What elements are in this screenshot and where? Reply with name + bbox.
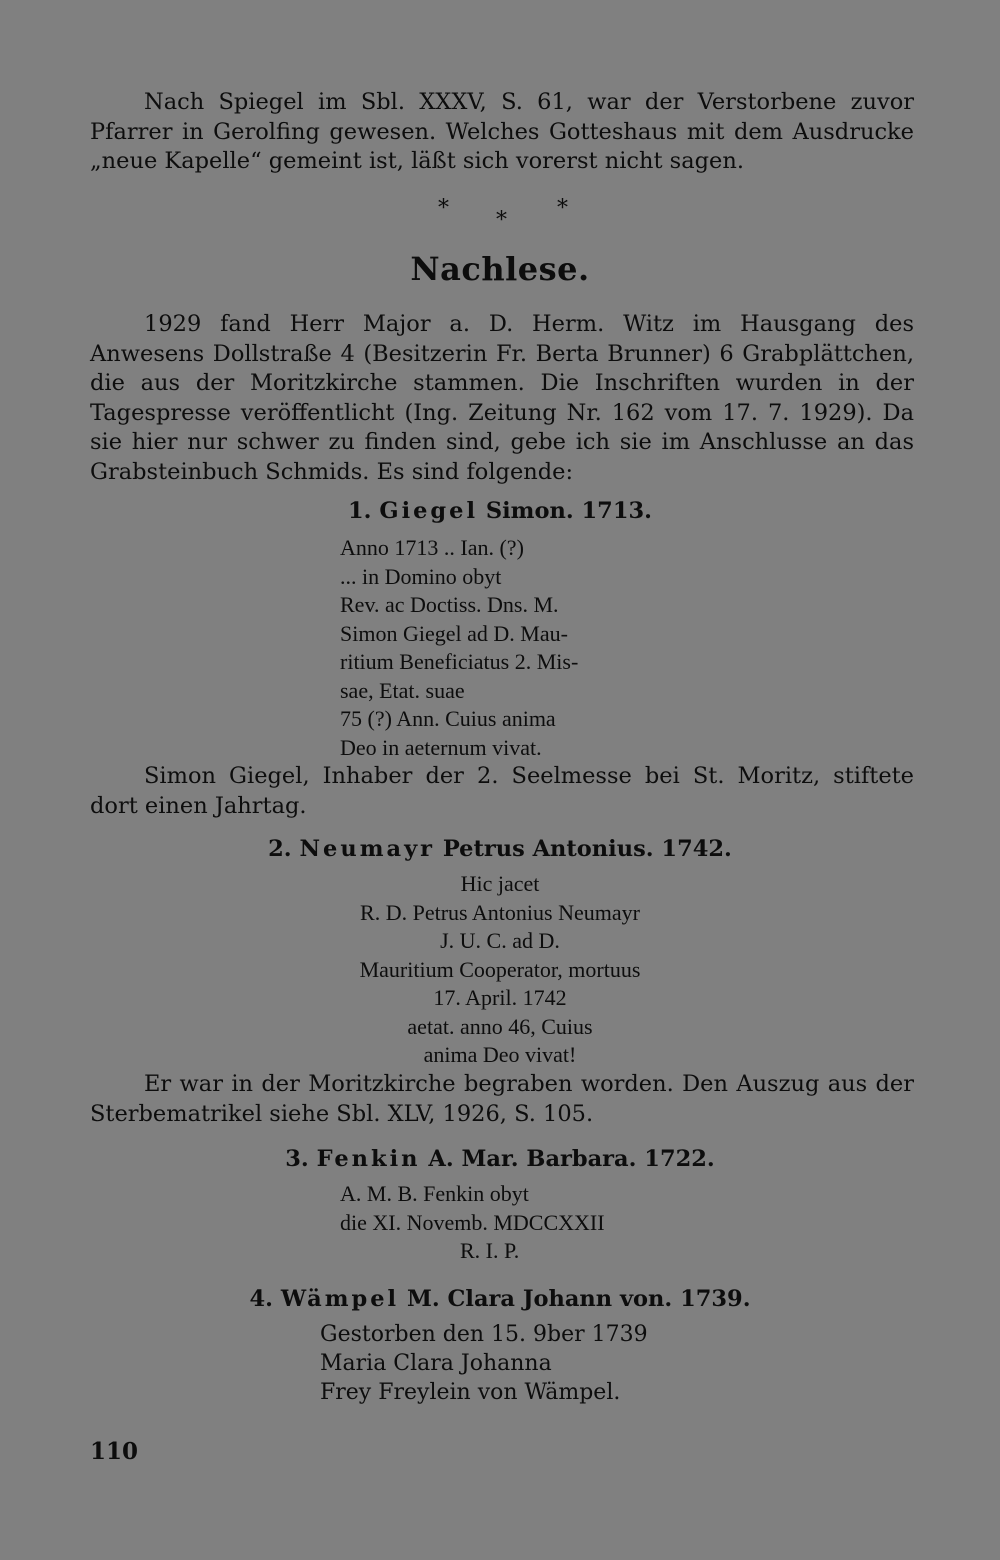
inscription-line: Hic jacet [460, 871, 540, 896]
entry-number: 2. [268, 836, 292, 862]
entry-details: M. Clara Johann von. 1739. [406, 1286, 751, 1312]
entry-surname: Wämpel [280, 1286, 400, 1312]
nachlese-intro-paragraph: 1929 fand Herr Major a. D. Herm. Witz im Hausgang des Anwesens Dollstraße 4 (Besitzerin Fr. Berta Brunner) 6 Grabplättchen, die aus der Moritzkirche stammen. Die Inschriften wurden in der Tagespresse veröffentlicht (Ing. Zeitung Nr. 162 vom 17. 7. 1929). Da sie hier nur schwer zu finden sind, gebe ich sie im Anschlusse an das Grabsteinbuch Schmids. Es sind folgende: [90, 311, 914, 485]
entry-2-note: Er war in der Moritzkirche begraben worden. Den Auszug aus der Sterbematrikel siehe Sbl. XLV, 1926, S. 105. [90, 1071, 914, 1127]
entry-details: Simon. 1713. [485, 498, 652, 524]
separator-star: * [557, 196, 568, 221]
inscription-line: R. D. Petrus Antonius Neumayr [360, 899, 640, 925]
inscription-block [340, 1180, 605, 1266]
inscription-line: ... in Domino obyt [340, 563, 502, 589]
inscription-line: Maria Clara Johanna [320, 1351, 552, 1376]
inscription-block [0, 870, 1000, 1070]
inscription-line: Frey Freylein von Wämpel. [320, 1380, 621, 1405]
page-number: 110 [90, 1438, 139, 1465]
intro-paragraph: Nach Spiegel im Sbl. XXXV, S. 61, war der Verstorbene zuvor Pfarrer in Gerolfing gewesen. Welches Gotteshaus mit dem Ausdrucke „neue Kapelle“ gemeint ist, läßt sich vorerst nicht sagen. [90, 89, 914, 174]
inscription-line: Mauritium Cooperator, mortuus [359, 956, 641, 982]
entry-details: Petrus Antonius. 1742. [442, 836, 732, 862]
inscription-line: Anno 1713 .. Ian. (?) [340, 535, 524, 560]
inscription-line: 17. April. 1742 [433, 985, 567, 1010]
inscription-line: J. U. C. ad D. [440, 928, 560, 953]
inscription-line: ritium Beneficiatus 2. Mis- [340, 649, 579, 674]
entry-heading [0, 836, 1000, 862]
inscription-block [320, 1320, 648, 1407]
entry-heading [0, 1146, 1000, 1172]
inscription-line: aetat. anno 46, Cuius [407, 1013, 593, 1039]
entry-surname: Fenkin [316, 1146, 421, 1172]
inscription-line: Simon Giegel ad D. Mau- [340, 620, 568, 646]
inscription-line: R. I. P. [460, 1238, 520, 1263]
entry-heading [0, 498, 1000, 524]
entry-number: 3. [285, 1146, 309, 1172]
inscription-line: 75 (?) Ann. Cuius anima [340, 706, 556, 731]
inscription-line: A. M. B. Fenkin obyt [340, 1181, 529, 1206]
inscription-line: Deo in aeternum vivat. [340, 734, 542, 760]
separator-star: * [496, 208, 507, 233]
inscription-block [340, 534, 578, 762]
entry-surname: Neumayr [299, 836, 436, 862]
entry-number: 4. [249, 1286, 273, 1312]
section-separator [0, 196, 1000, 236]
section-title: Nachlese. [410, 250, 590, 288]
entry-details: A. Mar. Barbara. 1722. [428, 1146, 715, 1172]
separator-star: * [438, 196, 449, 221]
entry-heading [0, 1286, 1000, 1312]
inscription-line: die XI. Novemb. MDCCXXII [340, 1209, 605, 1235]
inscription-line: anima Deo vivat! [423, 1042, 577, 1067]
entry-surname: Giegel [379, 498, 479, 524]
inscription-line: Rev. ac Doctiss. Dns. M. [340, 592, 559, 617]
inscription-line: sae, Etat. suae [340, 677, 465, 703]
entry-number: 1. [348, 498, 372, 524]
inscription-line: Gestorben den 15. 9ber 1739 [320, 1322, 648, 1347]
entry-1-note: Simon Giegel, Inhaber der 2. Seelmesse bei St. Moritz, stiftete dort einen Jahrtag. [90, 763, 914, 819]
